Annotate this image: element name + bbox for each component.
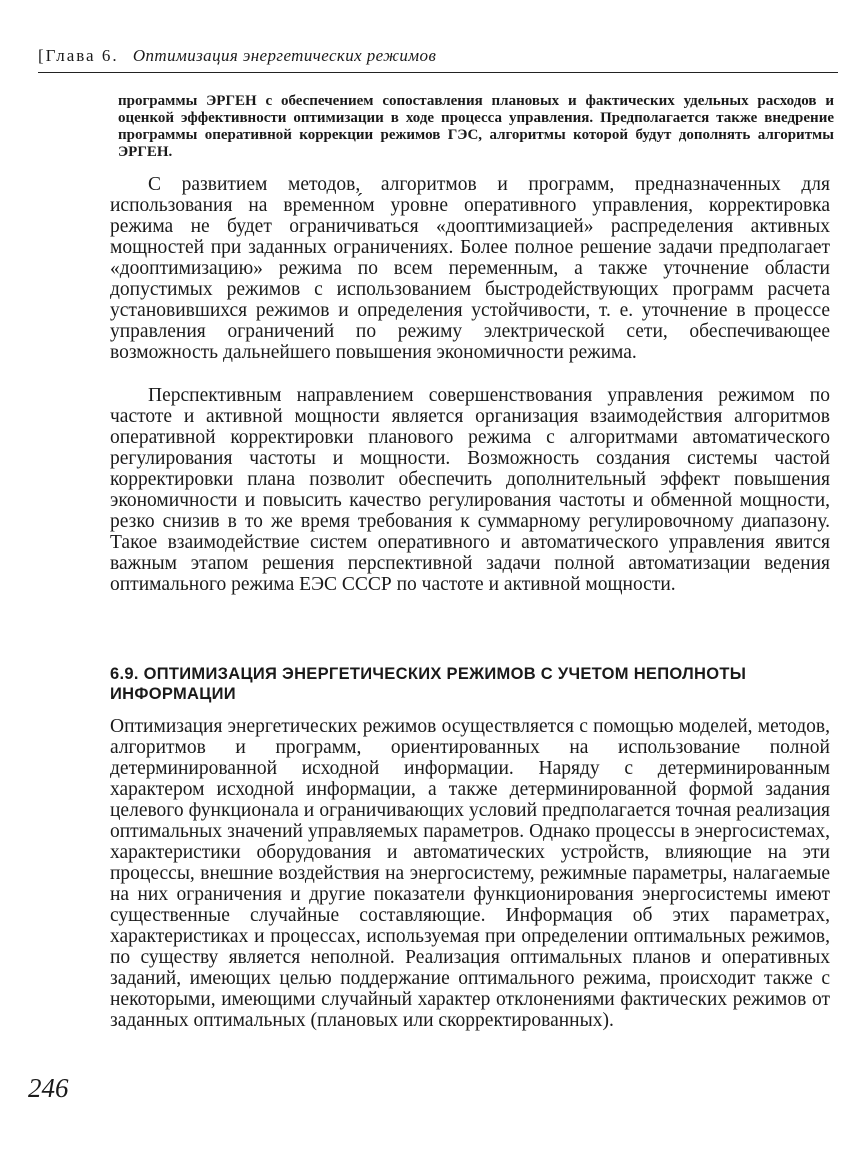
body-paragraph-1: С развитием методов, алгоритмов и программ, предназначенных для использования на временно́м уровне оперативного управления, корректировка режима не будет ограничиваться «дооптимизацией» распределения активных мощностей при заданных ограничениях. Более полное решение задачи предполагает «дооптимизацию» режима по всем переменным, а также уточнение области допустимых режимов с использованием быстродействующих программ расчета установившихся режимов и определения устойчивости, т. е. уточнение в процессе управления ограничений по режиму электрической сети, обеспечивающее возможность дальнейшего повышения экономичности режима.: [110, 174, 830, 363]
section-body-paragraph: Оптимизация энергетических режимов осуществляется с помощью моделей, методов, алгоритмов и программ, ориентированных на использование полной детерминированной исходной информации. Наряду с детерминированным характером исходной информации, а также детерминированной формой задания целевого функционала и ограничивающих условий предполагается точная реализация оптимальных значений управляемых параметров. Однако процессы в энергосистемах, характеристики оборудования и автоматических устройств, влияющие на эти процессы, внешние воздействия на энергосистему, режимные параметры, налагаемые на них ограничения и другие показатели функционирования энергосистемы имеют существенные случайные составляющие. Информация об этих параметрах, характеристиках и процессах, используемая при определении оптимальных режимов, по существу является неполной. Реализация оптимальных планов и оперативных заданий, имеющих целью поддержание оптимального режима, происходит также с некоторыми, имеющими случайный характер отклонениями фактических режимов от заданных оптимальных (плановых или скорректированных).: [110, 716, 830, 1031]
page-number: 246: [28, 1073, 69, 1103]
chapter-label: [Глава 6.: [38, 46, 119, 65]
chapter-title: Оптимизация энергетических режимов: [132, 46, 437, 65]
body-paragraph-2: Перспективным направлением совершенствования управления режимом по частоте и активной мощности является организация взаимодействия алгоритмов оперативной корректировки планового режима с алгоритмами автоматического регулирования частоты и мощности. Возможность создания системы частой корректировки плана позволит обеспечить дополнительный эффект повышения экономичности и повысить качество регулирования частоты и обменной мощности, резко снизив в то же время требования к суммарному регулировочному диапазону. Такое взаимодействие систем оперативного и автоматического управления явится важным этапом решения перспективной задачи полной автоматизации ведения оптимального режима ЕЭС СССР по частоте и активной мощности.: [110, 385, 830, 595]
running-head: [38, 44, 838, 68]
section-heading: 6.9. ОПТИМИЗАЦИЯ ЭНЕРГЕТИЧЕСКИХ РЕЖИМОВ С УЧЕТОМ НЕПОЛНОТЫ ИНФОРМАЦИИ: [110, 665, 747, 703]
header-rule: [38, 72, 838, 73]
small-print-paragraph: программы ЭРГЕН с обеспечением сопоставления плановых и фактических удельных расходов и оценкой эффективности оптимизации в ходе процесса управления. Предполагается также внедрение программы оперативной коррекции режимов ГЭС, алгоритмы которой будут дополнять алгоритмы ЭРГЕН.: [118, 93, 834, 160]
